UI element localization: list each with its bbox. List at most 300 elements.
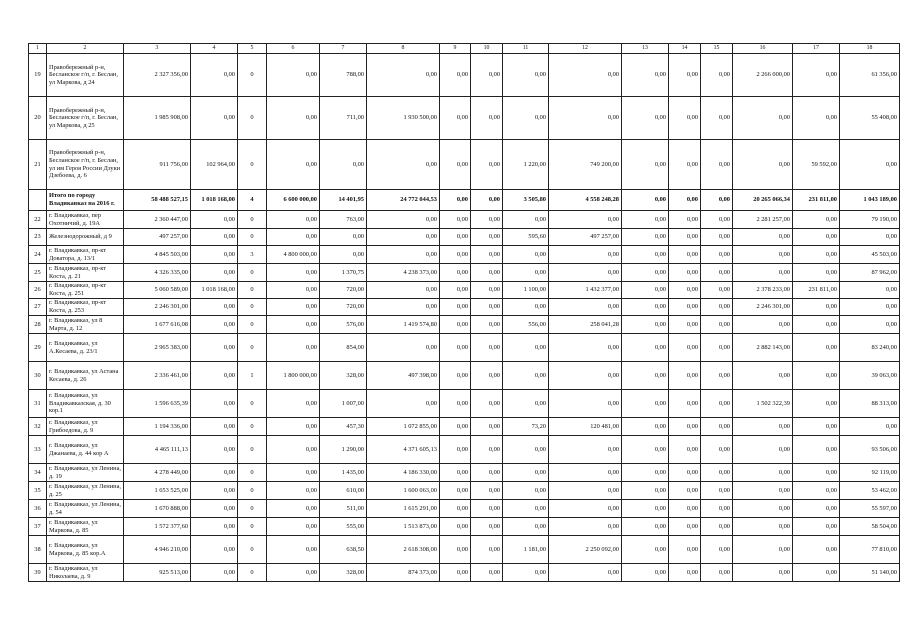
value-cell: 0 [238, 229, 267, 246]
value-cell: 1 615 291,00 [367, 500, 440, 518]
value-cell: 0,00 [549, 97, 622, 140]
value-cell: 0,00 [471, 264, 503, 282]
value-cell: 231 811,00 [793, 190, 840, 211]
value-cell: 0,00 [267, 299, 320, 316]
value-cell: 4 465 111,13 [124, 436, 191, 464]
value-cell: 1 018 168,00 [191, 190, 238, 211]
value-cell: 2 882 143,00 [733, 334, 793, 362]
value-cell: 328,00 [320, 362, 367, 390]
value-cell: 0,00 [471, 418, 503, 436]
value-cell: 0,00 [191, 436, 238, 464]
value-cell: 0,00 [367, 299, 440, 316]
column-header: 9 [440, 44, 471, 54]
value-cell: 2 965 383,00 [124, 334, 191, 362]
value-cell: 0,00 [733, 418, 793, 436]
value-cell: 0,00 [701, 564, 733, 582]
value-cell: 0,00 [267, 229, 320, 246]
value-cell: 0,00 [267, 282, 320, 299]
value-cell: 1 181,00 [503, 536, 549, 564]
value-cell: 0,00 [503, 500, 549, 518]
value-cell: 497 257,00 [124, 229, 191, 246]
value-cell: 1 018 168,00 [191, 282, 238, 299]
value-cell: 0 [238, 282, 267, 299]
address-cell: г. Владикавказ, пр-кт Коста, д. 253 [47, 299, 124, 316]
value-cell: 0,00 [471, 564, 503, 582]
address-cell: г. Владикавказ, ул Ленина, д. 25 [47, 482, 124, 500]
value-cell: 0,00 [471, 97, 503, 140]
value-cell: 0,00 [367, 140, 440, 190]
row-number: 23 [29, 229, 47, 246]
row-number: 29 [29, 334, 47, 362]
value-cell: 0,00 [793, 536, 840, 564]
value-cell: 0,00 [669, 390, 701, 418]
value-cell: 2 336 461,00 [124, 362, 191, 390]
address-cell: г. Владикавказ, ул Маркова, д. 85 [47, 518, 124, 536]
value-cell: 102 964,00 [191, 140, 238, 190]
value-cell: 0,00 [701, 390, 733, 418]
value-cell: 51 140,00 [840, 564, 900, 582]
value-cell: 0,00 [793, 464, 840, 482]
value-cell: 4 845 503,00 [124, 246, 191, 264]
value-cell: 0,00 [440, 299, 471, 316]
value-cell: 83 240,00 [840, 334, 900, 362]
address-cell: г. Владикавказ, ул Ленина, д. 19 [47, 464, 124, 482]
value-cell: 0,00 [549, 390, 622, 418]
value-cell: 0,00 [503, 362, 549, 390]
value-cell: 55 408,00 [840, 97, 900, 140]
value-cell: 0,00 [701, 500, 733, 518]
value-cell: 1 290,00 [320, 436, 367, 464]
column-header: 1 [29, 44, 47, 54]
value-cell: 92 119,00 [840, 464, 900, 482]
value-cell: 0 [238, 500, 267, 518]
value-cell: 0,00 [622, 334, 669, 362]
value-cell: 0,00 [440, 464, 471, 482]
value-cell: 0,00 [733, 316, 793, 334]
value-cell: 0,00 [622, 282, 669, 299]
value-cell: 0,00 [471, 482, 503, 500]
value-cell: 1 [238, 362, 267, 390]
value-cell: 0,00 [440, 518, 471, 536]
value-cell: 0,00 [701, 334, 733, 362]
value-cell: 0,00 [320, 140, 367, 190]
value-cell: 1 432 377,00 [549, 282, 622, 299]
row-number: 34 [29, 464, 47, 482]
table-row [29, 246, 900, 264]
value-cell: 0,00 [669, 418, 701, 436]
value-cell: 14 401,95 [320, 190, 367, 211]
value-cell: 0,00 [669, 54, 701, 97]
value-cell: 231 811,00 [793, 282, 840, 299]
value-cell: 4 278 449,00 [124, 464, 191, 482]
value-cell: 0,00 [840, 299, 900, 316]
address-cell: г. Владикавказ, ул Астана Кесаева, д. 26 [47, 362, 124, 390]
value-cell: 0,00 [267, 464, 320, 482]
value-cell: 0,00 [367, 246, 440, 264]
value-cell: 0,00 [622, 316, 669, 334]
value-cell: 2 266 000,00 [733, 54, 793, 97]
row-number: 25 [29, 264, 47, 282]
value-cell: 0,00 [440, 229, 471, 246]
value-cell: 0,00 [503, 246, 549, 264]
value-cell: 0,00 [622, 362, 669, 390]
value-cell: 328,00 [320, 564, 367, 582]
total-row [29, 190, 900, 211]
value-cell: 0 [238, 418, 267, 436]
address-cell: г. Владикавказ, ул Джанаева, д. 44 кор А [47, 436, 124, 464]
value-cell: 0,00 [669, 564, 701, 582]
value-cell: 0,00 [471, 246, 503, 264]
value-cell: 2 618 308,00 [367, 536, 440, 564]
value-cell: 0,00 [471, 140, 503, 190]
value-cell: 0,00 [793, 211, 840, 229]
address-cell: Правобережный р-н, Бесланское г/п, г. Беслан, ул Маркова, д 24 [47, 54, 124, 97]
value-cell: 0,00 [440, 418, 471, 436]
value-cell: 0 [238, 390, 267, 418]
value-cell: 0,00 [622, 246, 669, 264]
value-cell: 0,00 [669, 282, 701, 299]
value-cell: 0,00 [549, 334, 622, 362]
value-cell: 0,00 [622, 536, 669, 564]
value-cell: 0,00 [701, 282, 733, 299]
value-cell: 0,00 [503, 264, 549, 282]
value-cell: 0,00 [549, 54, 622, 97]
value-cell: 120 481,00 [549, 418, 622, 436]
table-row [29, 140, 900, 190]
value-cell: 0,00 [471, 190, 503, 211]
value-cell: 0,00 [793, 334, 840, 362]
value-cell: 0,00 [793, 264, 840, 282]
value-cell: 0,00 [267, 97, 320, 140]
value-cell: 0,00 [267, 564, 320, 582]
column-header: 5 [238, 44, 267, 54]
value-cell: 0,00 [701, 464, 733, 482]
value-cell: 1 600 063,00 [367, 482, 440, 500]
value-cell: 0,00 [701, 229, 733, 246]
value-cell: 0,00 [840, 282, 900, 299]
table-row [29, 54, 900, 97]
value-cell: 58 488 527,15 [124, 190, 191, 211]
column-header: 15 [701, 44, 733, 54]
value-cell: 0 [238, 334, 267, 362]
column-header: 4 [191, 44, 238, 54]
value-cell: 0,00 [549, 436, 622, 464]
value-cell: 1 653 525,00 [124, 482, 191, 500]
value-cell: 0,00 [701, 246, 733, 264]
value-cell: 59 592,00 [793, 140, 840, 190]
value-cell: 0,00 [733, 246, 793, 264]
financial-table [28, 43, 900, 582]
value-cell: 0,00 [267, 316, 320, 334]
row-number: 32 [29, 418, 47, 436]
value-cell: 0,00 [471, 536, 503, 564]
column-header: 2 [47, 44, 124, 54]
value-cell: 0,00 [191, 518, 238, 536]
address-cell: Правобережный р-н, Бесланское г/п, г. Беслан, ул им Героя России Дзуки Дзебоева, д. 6 [47, 140, 124, 190]
value-cell: 0,00 [622, 97, 669, 140]
value-cell: 0,00 [267, 436, 320, 464]
value-cell: 0,00 [622, 229, 669, 246]
value-cell: 0,00 [440, 54, 471, 97]
value-cell: 0,00 [191, 418, 238, 436]
value-cell: 0,00 [440, 500, 471, 518]
value-cell: 0,00 [367, 390, 440, 418]
value-cell: 0,00 [440, 482, 471, 500]
column-header: 13 [622, 44, 669, 54]
value-cell: 0,00 [503, 390, 549, 418]
value-cell: 0,00 [267, 54, 320, 97]
value-cell: 0,00 [503, 334, 549, 362]
value-cell: 4 371 605,13 [367, 436, 440, 464]
value-cell: 1 513 873,00 [367, 518, 440, 536]
row-number: 22 [29, 211, 47, 229]
value-cell: 4 800 000,00 [267, 246, 320, 264]
row-number: 33 [29, 436, 47, 464]
table-row [29, 436, 900, 464]
row-number: 31 [29, 390, 47, 418]
value-cell: 749 200,00 [549, 140, 622, 190]
value-cell: 0,00 [471, 299, 503, 316]
value-cell: 0,00 [622, 264, 669, 282]
address-cell: г. Владикавказ, ул 8 Марта, д. 12 [47, 316, 124, 334]
value-cell: 0,00 [669, 518, 701, 536]
value-cell: 93 506,00 [840, 436, 900, 464]
value-cell: 0,00 [669, 500, 701, 518]
value-cell: 0,00 [669, 299, 701, 316]
value-cell: 0,00 [549, 464, 622, 482]
address-cell: г. Владикавказ, ул Николаева, д. 9 [47, 564, 124, 582]
value-cell: 0,00 [191, 299, 238, 316]
value-cell: 925 513,00 [124, 564, 191, 582]
value-cell: 0,00 [267, 418, 320, 436]
value-cell: 1 072 855,00 [367, 418, 440, 436]
row-number: 24 [29, 246, 47, 264]
address-cell: г. Владикавказ, ул Маркова, д. 85 кор.А [47, 536, 124, 564]
address-cell: г. Владикавказ, ул Грибоедова, д. 9 [47, 418, 124, 436]
value-cell: 4 238 373,00 [367, 264, 440, 282]
value-cell: 0,00 [840, 418, 900, 436]
row-number: 35 [29, 482, 47, 500]
value-cell: 0,00 [503, 211, 549, 229]
value-cell: 0 [238, 518, 267, 536]
column-header: 7 [320, 44, 367, 54]
value-cell: 79 190,00 [840, 211, 900, 229]
table-row [29, 390, 900, 418]
value-cell: 0 [238, 436, 267, 464]
table-row [29, 418, 900, 436]
value-cell: 0,00 [793, 418, 840, 436]
value-cell: 3 505,80 [503, 190, 549, 211]
value-cell: 0,00 [669, 362, 701, 390]
value-cell: 0,00 [733, 564, 793, 582]
table-row [29, 536, 900, 564]
value-cell: 39 063,00 [840, 362, 900, 390]
value-cell: 0,00 [471, 282, 503, 299]
address-cell: г. Владикавказ, ул Ленина, д. 54 [47, 500, 124, 518]
value-cell: 0,00 [367, 282, 440, 299]
value-cell: 53 462,00 [840, 482, 900, 500]
value-cell: 0,00 [191, 316, 238, 334]
value-cell: 0,00 [191, 97, 238, 140]
value-cell: 0 [238, 97, 267, 140]
value-cell: 0,00 [440, 282, 471, 299]
row-number: 27 [29, 299, 47, 316]
value-cell: 720,00 [320, 299, 367, 316]
value-cell: 763,00 [320, 211, 367, 229]
value-cell: 0,00 [503, 54, 549, 97]
value-cell: 1 670 888,00 [124, 500, 191, 518]
value-cell: 0,00 [267, 211, 320, 229]
table-row [29, 211, 900, 229]
value-cell: 0,00 [622, 564, 669, 582]
value-cell: 3 [238, 246, 267, 264]
value-cell: 0,00 [440, 536, 471, 564]
value-cell: 0,00 [793, 518, 840, 536]
value-cell: 258 041,28 [549, 316, 622, 334]
value-cell: 0,00 [191, 500, 238, 518]
value-cell: 0,00 [440, 97, 471, 140]
value-cell: 0,00 [471, 211, 503, 229]
value-cell: 0,00 [267, 482, 320, 500]
value-cell: 0,00 [191, 564, 238, 582]
row-number: 19 [29, 54, 47, 97]
value-cell: 0,00 [471, 390, 503, 418]
value-cell: 0,00 [471, 436, 503, 464]
value-cell: 0,00 [793, 229, 840, 246]
value-cell: 0 [238, 482, 267, 500]
value-cell: 0,00 [191, 536, 238, 564]
table-row [29, 97, 900, 140]
value-cell: 0,00 [440, 436, 471, 464]
value-cell: 0,00 [471, 54, 503, 97]
value-cell: 0,00 [503, 299, 549, 316]
value-cell: 0,00 [622, 482, 669, 500]
value-cell: 0 [238, 299, 267, 316]
value-cell: 0,00 [549, 518, 622, 536]
value-cell: 0,00 [440, 316, 471, 334]
value-cell: 0,00 [669, 264, 701, 282]
value-cell: 0,00 [669, 246, 701, 264]
value-cell: 0,00 [733, 229, 793, 246]
value-cell: 0,00 [733, 140, 793, 190]
address-cell: г. Владикавказ, пр-кт Коста, д. 251 [47, 282, 124, 299]
value-cell: 497 257,00 [549, 229, 622, 246]
value-cell: 1 194 336,00 [124, 418, 191, 436]
value-cell: 0,00 [191, 211, 238, 229]
value-cell: 0,00 [267, 390, 320, 418]
value-cell: 0,00 [549, 482, 622, 500]
value-cell: 1 985 908,00 [124, 97, 191, 140]
value-cell: 874 373,00 [367, 564, 440, 582]
value-cell: 0,00 [267, 140, 320, 190]
value-cell: 0,00 [440, 264, 471, 282]
value-cell: 0,00 [367, 229, 440, 246]
value-cell: 0,00 [440, 211, 471, 229]
value-cell: 0,00 [669, 536, 701, 564]
value-cell: 0,00 [267, 264, 320, 282]
column-header: 16 [733, 44, 793, 54]
value-cell: 0,00 [622, 54, 669, 97]
value-cell: 0,00 [622, 140, 669, 190]
value-cell: 45 503,00 [840, 246, 900, 264]
value-cell: 497 398,00 [367, 362, 440, 390]
value-cell: 0,00 [622, 464, 669, 482]
address-cell: г. Владикавказ, ул Владикавказская, д. 30 кор.1 [47, 390, 124, 418]
column-header: 17 [793, 44, 840, 54]
value-cell: 0,00 [733, 97, 793, 140]
value-cell: 0,00 [793, 482, 840, 500]
value-cell: 0,00 [701, 211, 733, 229]
value-cell: 0,00 [669, 140, 701, 190]
value-cell: 0,00 [191, 246, 238, 264]
table-row [29, 299, 900, 316]
value-cell: 0,00 [503, 518, 549, 536]
value-cell: 0,00 [549, 246, 622, 264]
value-cell: 0,00 [471, 518, 503, 536]
row-number: 20 [29, 97, 47, 140]
value-cell: 720,00 [320, 282, 367, 299]
value-cell: 0,00 [669, 97, 701, 140]
address-cell: г. Владикавказ, пер Охотничий, д. 19А [47, 211, 124, 229]
value-cell: 1 502 322,39 [733, 390, 793, 418]
row-number [29, 190, 47, 211]
value-cell: 0,00 [191, 229, 238, 246]
value-cell: 2 246 301,00 [124, 299, 191, 316]
value-cell: 0,00 [793, 362, 840, 390]
value-cell: 0,00 [549, 299, 622, 316]
value-cell: 0,00 [669, 190, 701, 211]
value-cell: 6 600 000,00 [267, 190, 320, 211]
value-cell: 0,00 [622, 500, 669, 518]
value-cell: 0,00 [267, 536, 320, 564]
value-cell: 457,30 [320, 418, 367, 436]
value-cell: 1 596 635,39 [124, 390, 191, 418]
table-row [29, 316, 900, 334]
value-cell: 0,00 [549, 362, 622, 390]
value-cell: 0,00 [701, 264, 733, 282]
value-cell: 0,00 [701, 418, 733, 436]
value-cell: 0 [238, 564, 267, 582]
value-cell: 55 597,00 [840, 500, 900, 518]
table-row [29, 229, 900, 246]
value-cell: 0,00 [701, 482, 733, 500]
value-cell: 0,00 [701, 140, 733, 190]
value-cell: 0,00 [503, 464, 549, 482]
value-cell: 0,00 [622, 211, 669, 229]
value-cell: 0,00 [669, 482, 701, 500]
value-cell: 911 756,00 [124, 140, 191, 190]
value-cell: 4 [238, 190, 267, 211]
value-cell: 0,00 [267, 334, 320, 362]
column-header: 11 [503, 44, 549, 54]
value-cell: 0,00 [669, 436, 701, 464]
value-cell: 0,00 [669, 211, 701, 229]
value-cell: 0,00 [267, 518, 320, 536]
value-cell: 4 326 335,00 [124, 264, 191, 282]
row-number: 26 [29, 282, 47, 299]
value-cell: 0,00 [733, 362, 793, 390]
value-cell: 0,00 [701, 97, 733, 140]
table-row [29, 464, 900, 482]
row-number: 39 [29, 564, 47, 582]
value-cell: 2 281 257,00 [733, 211, 793, 229]
value-cell: 0,00 [733, 464, 793, 482]
value-cell: 0,00 [549, 211, 622, 229]
value-cell: 0,00 [367, 54, 440, 97]
value-cell: 1 043 189,00 [840, 190, 900, 211]
value-cell: 0,00 [440, 564, 471, 582]
column-header: 3 [124, 44, 191, 54]
